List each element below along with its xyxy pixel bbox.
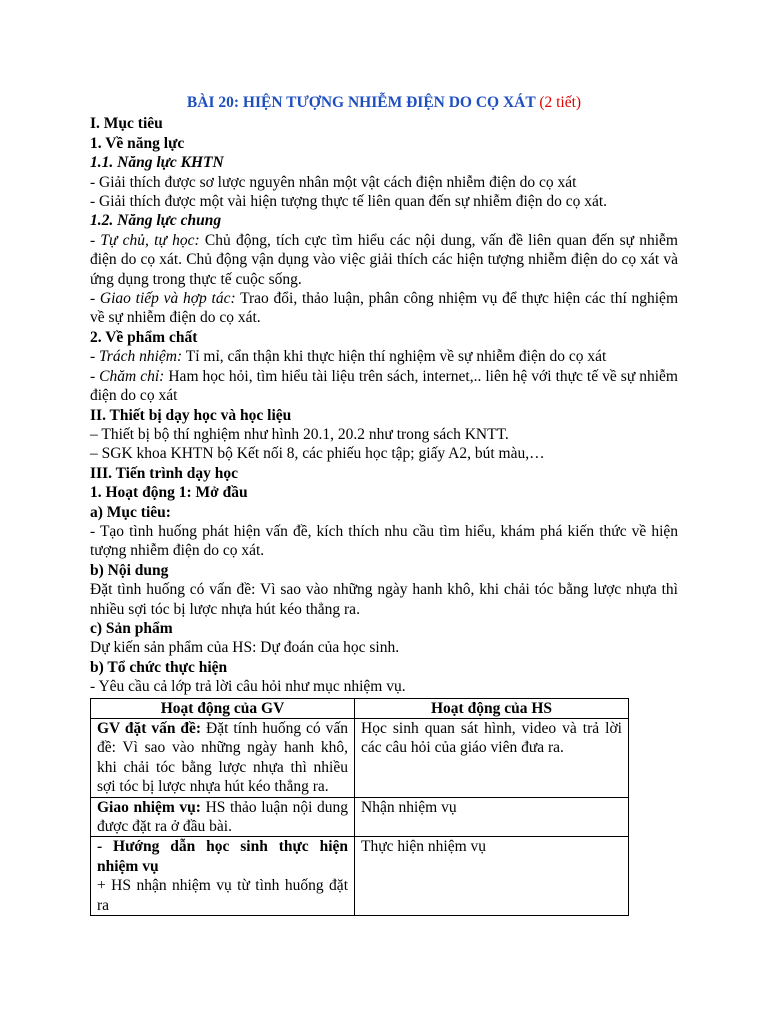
paragraph: - Tạo tình huống phát hiện vấn đề, kích thích nhu cầu tìm hiểu, khám phá kiến thức về hiện tượng nhiễm điện do cọ xát. bbox=[90, 522, 678, 560]
cell-text: Đặt tính huống có vấn đề: Vì sao vào những ngày hanh khô, khi chải tóc bằng lược nhựa thì nhiều sợi tóc bị lược nhựa hút kéo thẳng ra. bbox=[97, 720, 348, 796]
paragraph-label: - Tự chủ, tự học: bbox=[90, 231, 200, 249]
table-cell-gv bbox=[91, 719, 355, 798]
section-equipment: II. Thiết bị dạy học và học liệu bbox=[90, 406, 292, 424]
table-row bbox=[91, 797, 629, 837]
paragraph: – Thiết bị bộ thí nghiệm như hình 20.1, 20.2 như trong sách KNTT. bbox=[90, 425, 509, 443]
section-competence: 1. Về năng lực bbox=[90, 134, 185, 152]
paragraph bbox=[90, 289, 678, 328]
paragraph: - Yêu cầu cả lớp trả lời câu hỏi như mục nhiệm vụ. bbox=[90, 678, 406, 696]
paragraph: Đặt tình huống có vấn đề: Vì sao vào những ngày hanh khô, khi chải tóc bằng lược nhựa thì nhiều sợi tóc bị lược nhựa hút kéo thẳng ra. bbox=[90, 581, 678, 618]
paragraph-text: Ham học hỏi, tìm hiểu tài liệu trên sách, internet,.. liên hệ với thực tế về sự nhiễm điện do cọ xát bbox=[90, 367, 678, 405]
subsection-organization: b) Tổ chức thực hiện bbox=[90, 658, 228, 676]
paragraph-text: Tỉ mỉ, cẩn thận khi thực hiện thí nghiệm về sự nhiễm điện do cọ xát bbox=[182, 348, 607, 366]
table-cell-hs: Nhận nhiệm vụ bbox=[355, 797, 629, 837]
paragraph: - Giải thích được một vài hiện tượng thực tế liên quan đến sự nhiễm điện do cọ xát. bbox=[90, 193, 608, 211]
table-header-hs: Hoạt động của HS bbox=[355, 698, 629, 718]
cell-label: Giao nhiệm vụ: bbox=[97, 798, 201, 816]
section-activity-1: 1. Hoạt động 1: Mở đầu bbox=[90, 484, 248, 502]
cell-label: - Hướng dẫn học sinh thực hiện nhiệm vụ bbox=[97, 838, 348, 875]
lesson-title-main: BÀI 20: HIỆN TƯỢNG NHIỄM ĐIỆN DO CỌ XÁT bbox=[186, 94, 536, 111]
table-cell-gv bbox=[91, 837, 355, 916]
cell-text: HS thảo luận nội dung được đặt ra ở đầu bài. bbox=[97, 798, 348, 836]
paragraph-label: - Giao tiếp và hợp tác: bbox=[90, 290, 236, 308]
section-khtn-competence: 1.1. Năng lực KHTN bbox=[90, 154, 224, 172]
table-cell-gv bbox=[91, 797, 355, 837]
cell-label: GV đặt vấn đề: bbox=[97, 720, 202, 737]
table-row bbox=[91, 837, 629, 916]
table-cell-hs: Thực hiện nhiệm vụ bbox=[355, 837, 629, 916]
paragraph-label: - Trách nhiệm: bbox=[90, 348, 183, 366]
paragraph-text: Trao đổi, thảo luận, phân công nhiệm vụ để thực hiện các thí nghiệm về sự nhiễm điện do cọ xát. bbox=[90, 290, 678, 327]
paragraph: - Giải thích được sơ lược nguyên nhân một vật cách điện nhiễm điện do cọ xát bbox=[90, 173, 577, 191]
lesson-title-duration: (2 tiết) bbox=[539, 94, 582, 111]
paragraph-text: Chủ động, tích cực tìm hiểu các nội dung, vấn đề liên quan đến sự nhiễm điện do cọ xát. Chủ động vận dụng vào việc giải thích các hiện tượng nhiễm điện do cọ xát và ứng dụng trong thực tế cuộc sống. bbox=[90, 231, 678, 288]
section-objectives: I. Mục tiêu bbox=[90, 115, 163, 133]
paragraph: Dự kiến sản phẩm của HS: Dự đoán của học sinh. bbox=[90, 639, 400, 657]
subsection-content: b) Nội dung bbox=[90, 561, 169, 579]
paragraph-label: - Chăm chỉ: bbox=[90, 367, 165, 385]
activity-table bbox=[90, 698, 629, 916]
section-teaching-process: III. Tiến trình dạy học bbox=[90, 464, 239, 482]
paragraph bbox=[90, 347, 678, 366]
section-general-competence: 1.2. Năng lực chung bbox=[90, 212, 222, 230]
section-qualities: 2. Về phẩm chất bbox=[90, 328, 198, 346]
table-header-gv: Hoạt động của GV bbox=[91, 698, 355, 718]
cell-text: + HS nhận nhiệm vụ từ tình huống đặt ra bbox=[97, 877, 348, 914]
paragraph: – SGK khoa KHTN bộ Kết nối 8, các phiếu học tập; giấy A2, bút màu,… bbox=[90, 445, 545, 463]
paragraph bbox=[90, 231, 678, 289]
table-row bbox=[91, 719, 629, 798]
subsection-objective: a) Mục tiêu: bbox=[90, 503, 171, 521]
table-cell-hs: Học sinh quan sát hình, video và trả lời các câu hỏi của giáo viên đưa ra. bbox=[355, 719, 629, 798]
paragraph bbox=[90, 367, 678, 406]
subsection-product: c) Sản phẩm bbox=[90, 619, 173, 637]
table-header-row bbox=[91, 698, 629, 718]
lesson-title bbox=[90, 93, 678, 112]
